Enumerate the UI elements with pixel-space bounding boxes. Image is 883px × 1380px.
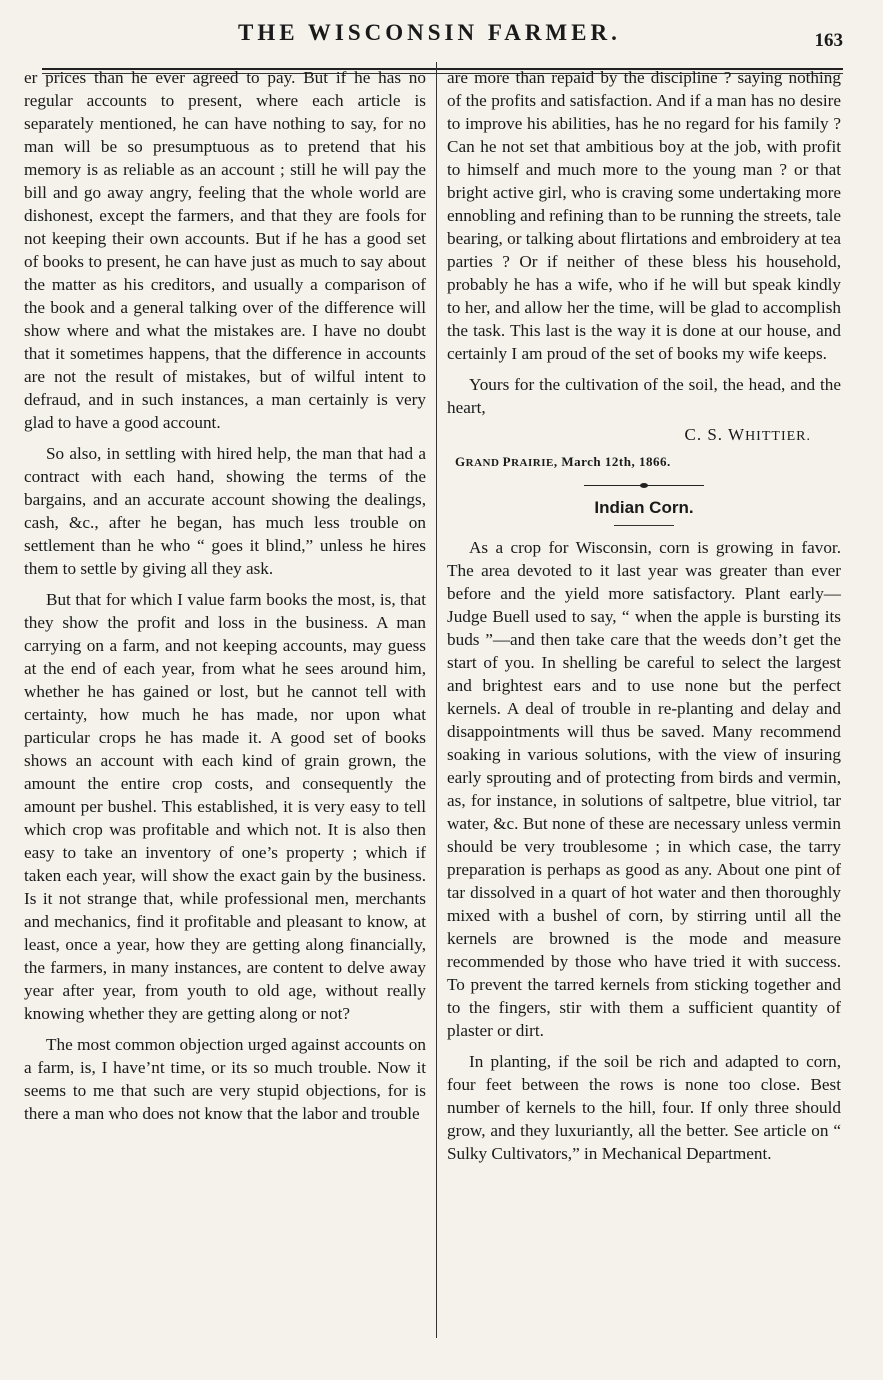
signature: [447, 423, 811, 448]
section-separator: [584, 485, 704, 486]
paragraph: er prices than he ever agreed to pay. But if he has no regular accounts to present, where each article is separately mentioned, he can have nothing to say, for no man will be so presumptuous as to pretend that his memory is as reliable as an account ; still he will pay the bill and go away angry, feeling that the whole world are dishonest, except the farmers, and that they are fools for not keeping their own accounts. But if he has a good set of books to present, he can have just as much to say about the matter as his creditors, and usually a comparison of the book and a general talking over of the difference will show where and what the mistakes are. I have no doubt that it sometimes happens, that the difference in accounts are not the result of mistakes, but of wilful intent to defraud, and in such instances, a man certainly is very glad to have a good account.: [24, 68, 426, 432]
dateline-cap: G: [455, 454, 466, 469]
dateline-date: , March 12th, 1866.: [553, 454, 671, 469]
dateline: [455, 450, 841, 475]
dateline-cap: P: [502, 454, 512, 469]
paragraph: So also, in settling with hired help, the man that had a contract with each hand, showing the terms of the bargains, and an accurate account showing the dealings, cash, &c., after he began, has much less trouble on settlement than he who “ goes it blind,” unless he hires them to settle by giving all they ask.: [24, 444, 426, 578]
signature-surname: HITTIER.: [745, 429, 811, 444]
dateline-smallcaps: RAIRIE: [511, 457, 554, 469]
closing-line: Yours for the cultivation of the soil, the head, and the heart,: [447, 375, 841, 417]
paragraph: The most common objection urged against accounts on a farm, is, I have’nt time, or its so much trouble. Now it seems to me that such are very stupid objections, for is there a man who does not know that the labor and trouble: [24, 1035, 426, 1123]
signature-initials: C. S. W: [684, 425, 746, 444]
paragraph: As a crop for Wisconsin, corn is growing in favor. The area devoted to it last year was greater than ever before and the yield more satisfactory. Plant early—Judge Buell used to say, “ when the apple is bursting its buds ”—and then take care that the weeds don’t get the start of you. In shelling be careful to select the largest and brightest ears and to use none but the perfect kernels. A deal of trouble in re-planting and delay and disappointments will thus be saved. Many recommend soaking in various solutions, with the view of insuring early sprouting and of protecting from birds and vermin, as, for instance, in solutions of saltpetre, blue vitriol, tar water, &c. But none of these are necessary unless vermin should be very troublesome ; in which case, the tarry preparation is perhaps as good as any. About one pint of tar dissolved in a quart of hot water and then thoroughly mixed with a bushel of corn, by stirring until all the kernels are browned is the mode and measure recommended by those who have tried it with success. To prevent the tarred kernels from sticking together and to the fingers, stir with them a sufficient quantity of plaster or dirt.: [447, 538, 841, 1040]
publication-title: THE WISCONSIN FARMER.: [238, 20, 621, 45]
title-rule: [614, 525, 674, 526]
running-head: [0, 18, 883, 52]
column-divider: [436, 62, 437, 1338]
article-title: Indian Corn.: [594, 498, 694, 517]
dateline-smallcaps: RAND: [465, 457, 503, 469]
paragraph: are more than repaid by the discipline ? saying nothing of the profits and satisfaction. And if a man has no desire to improve his abilities, has he no regard for his family ? Can he not set that ambitious boy at the job, with profit to himself and much more to the young man ? or that bright active girl, who is craving some undertaking more ennobling and refining than to be running the streets, tale bearing, or talking about flirtations and embroidery at tea parties ? Or if neither of these bless his household, probably he has a wife, who if he will but speak kindly to her, and allow her the time, will be glad to accomplish the task. This last is the way it is done at our house, and certainly I am proud of the set of books my wife keeps.: [447, 68, 841, 363]
right-column: [447, 66, 841, 1173]
left-column: [24, 66, 426, 1133]
paragraph: In planting, if the soil be rich and adapted to corn, four feet between the rows is none too close. Best number of kernels to the hill, four. If only three should grow, and they luxuriantly, all the better. See article on “ Sulky Cultivators,” in Mechanical Department.: [447, 1052, 841, 1163]
page-number: 163: [814, 30, 843, 51]
paragraph: But that for which I value farm books the most, is, that they show the profit and loss in the business. A man carrying on a farm, and not keeping accounts, may guess at the end of each year, from what he sees around him, whether he has gained or lost, but he cannot tell with certainty, how much he has made, nor upon what particular crops he has made it. A good set of books shows an account with each kind of grain grown, the amount the entire crop costs, and consequently the amount per bushel. This established, it is very easy to tell which crop was profitable and which not. It is also then easy to take an inventory of one’s property ; which if taken each year, will show the exact gain by the business. Is it not strange that, while professional men, merchants and mechanics, find it profitable and pleasant to know, at least, once a year, how they are getting along financially, the farmers, in many instances, are content to delve away year after year, from youth to old age, without really knowing whether they are getting along or not?: [24, 590, 426, 1023]
